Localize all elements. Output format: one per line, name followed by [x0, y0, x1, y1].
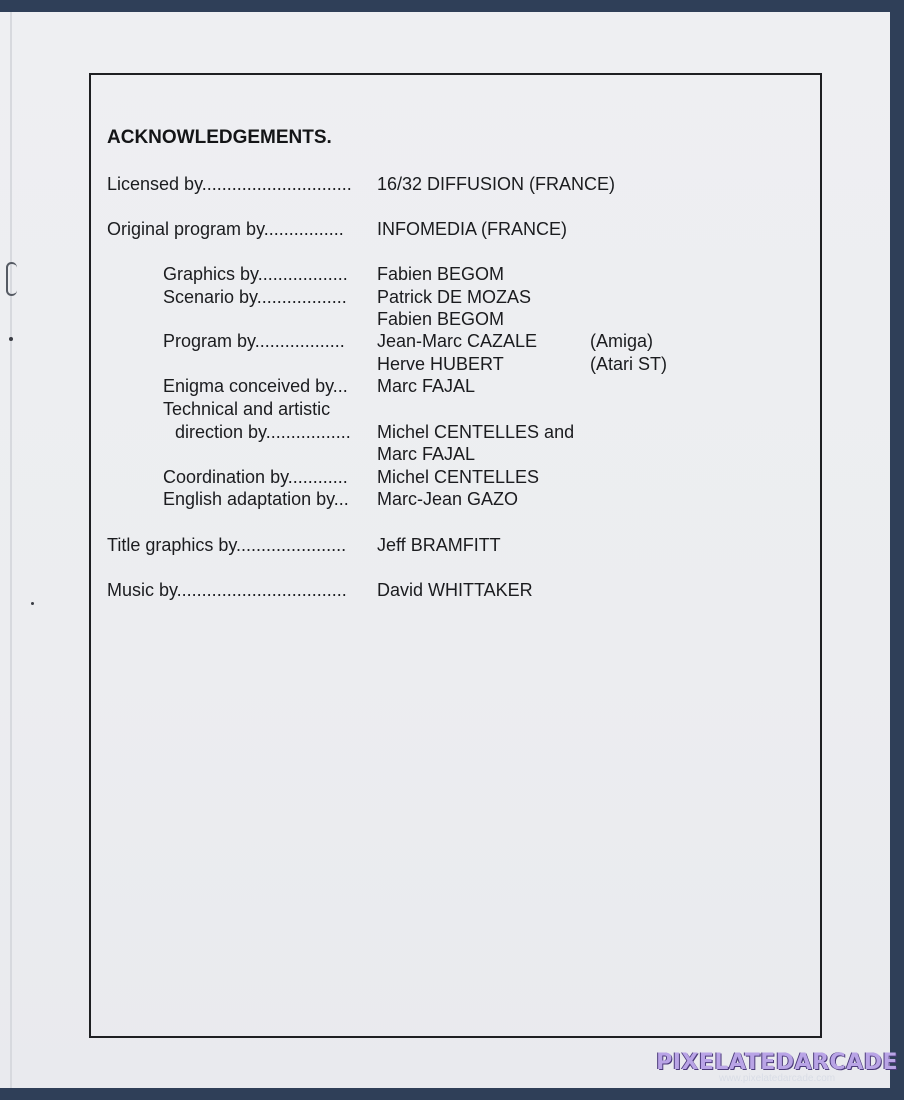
speck: [31, 602, 34, 605]
credit-label: Scenario by..................: [163, 287, 347, 307]
credit-value: Michel CENTELLES: [377, 467, 540, 487]
credit-value: Fabien BEGOM: [377, 264, 505, 284]
credit-label: Music by..................................: [107, 580, 347, 600]
watermark-logo: PIXELATEDARCADE: [656, 1050, 898, 1075]
credit-value: Jean-Marc CAZALE: [377, 331, 538, 351]
credit-label: Graphics by..................: [163, 264, 348, 284]
credit-label: Enigma conceived by...: [163, 376, 348, 396]
credit-value: Patrick DE MOZAS: [377, 287, 532, 307]
platform-note: (Amiga): [590, 331, 654, 351]
credit-value: Marc FAJAL: [377, 376, 476, 396]
page-title: ACKNOWLEDGEMENTS.: [107, 127, 332, 148]
credit-value: Jeff BRAMFITT: [377, 535, 501, 555]
watermark-url: www.pixelatedarcade.com: [718, 1073, 836, 1084]
credit-label: Program by..................: [163, 331, 345, 351]
credit-value: Marc-Jean GAZO: [377, 489, 519, 509]
credit-label: Coordination by............: [163, 467, 348, 487]
credit-value: INFOMEDIA (FRANCE): [377, 219, 568, 239]
credit-label: Technical and artistic: [163, 399, 331, 419]
page-spine: [10, 12, 12, 1088]
platform-note: (Atari ST): [590, 354, 668, 374]
credit-value: Herve HUBERT: [377, 354, 504, 374]
credit-label: direction by.................: [175, 422, 351, 442]
site-watermark: [656, 1050, 898, 1084]
credit-label: Title graphics by......................: [107, 535, 347, 555]
credit-label: English adaptation by...: [163, 489, 349, 509]
staple: [6, 262, 17, 296]
credit-value: Marc FAJAL: [377, 444, 476, 464]
credit-value: Michel CENTELLES and: [377, 422, 575, 442]
credit-label: Licensed by..............................: [107, 174, 352, 194]
speck: [9, 337, 13, 341]
credit-label: Original program by................: [107, 219, 344, 239]
credit-value: 16/32 DIFFUSION (FRANCE): [377, 174, 616, 194]
credit-value: Fabien BEGOM: [377, 309, 505, 329]
credit-value: David WHITTAKER: [377, 580, 533, 600]
